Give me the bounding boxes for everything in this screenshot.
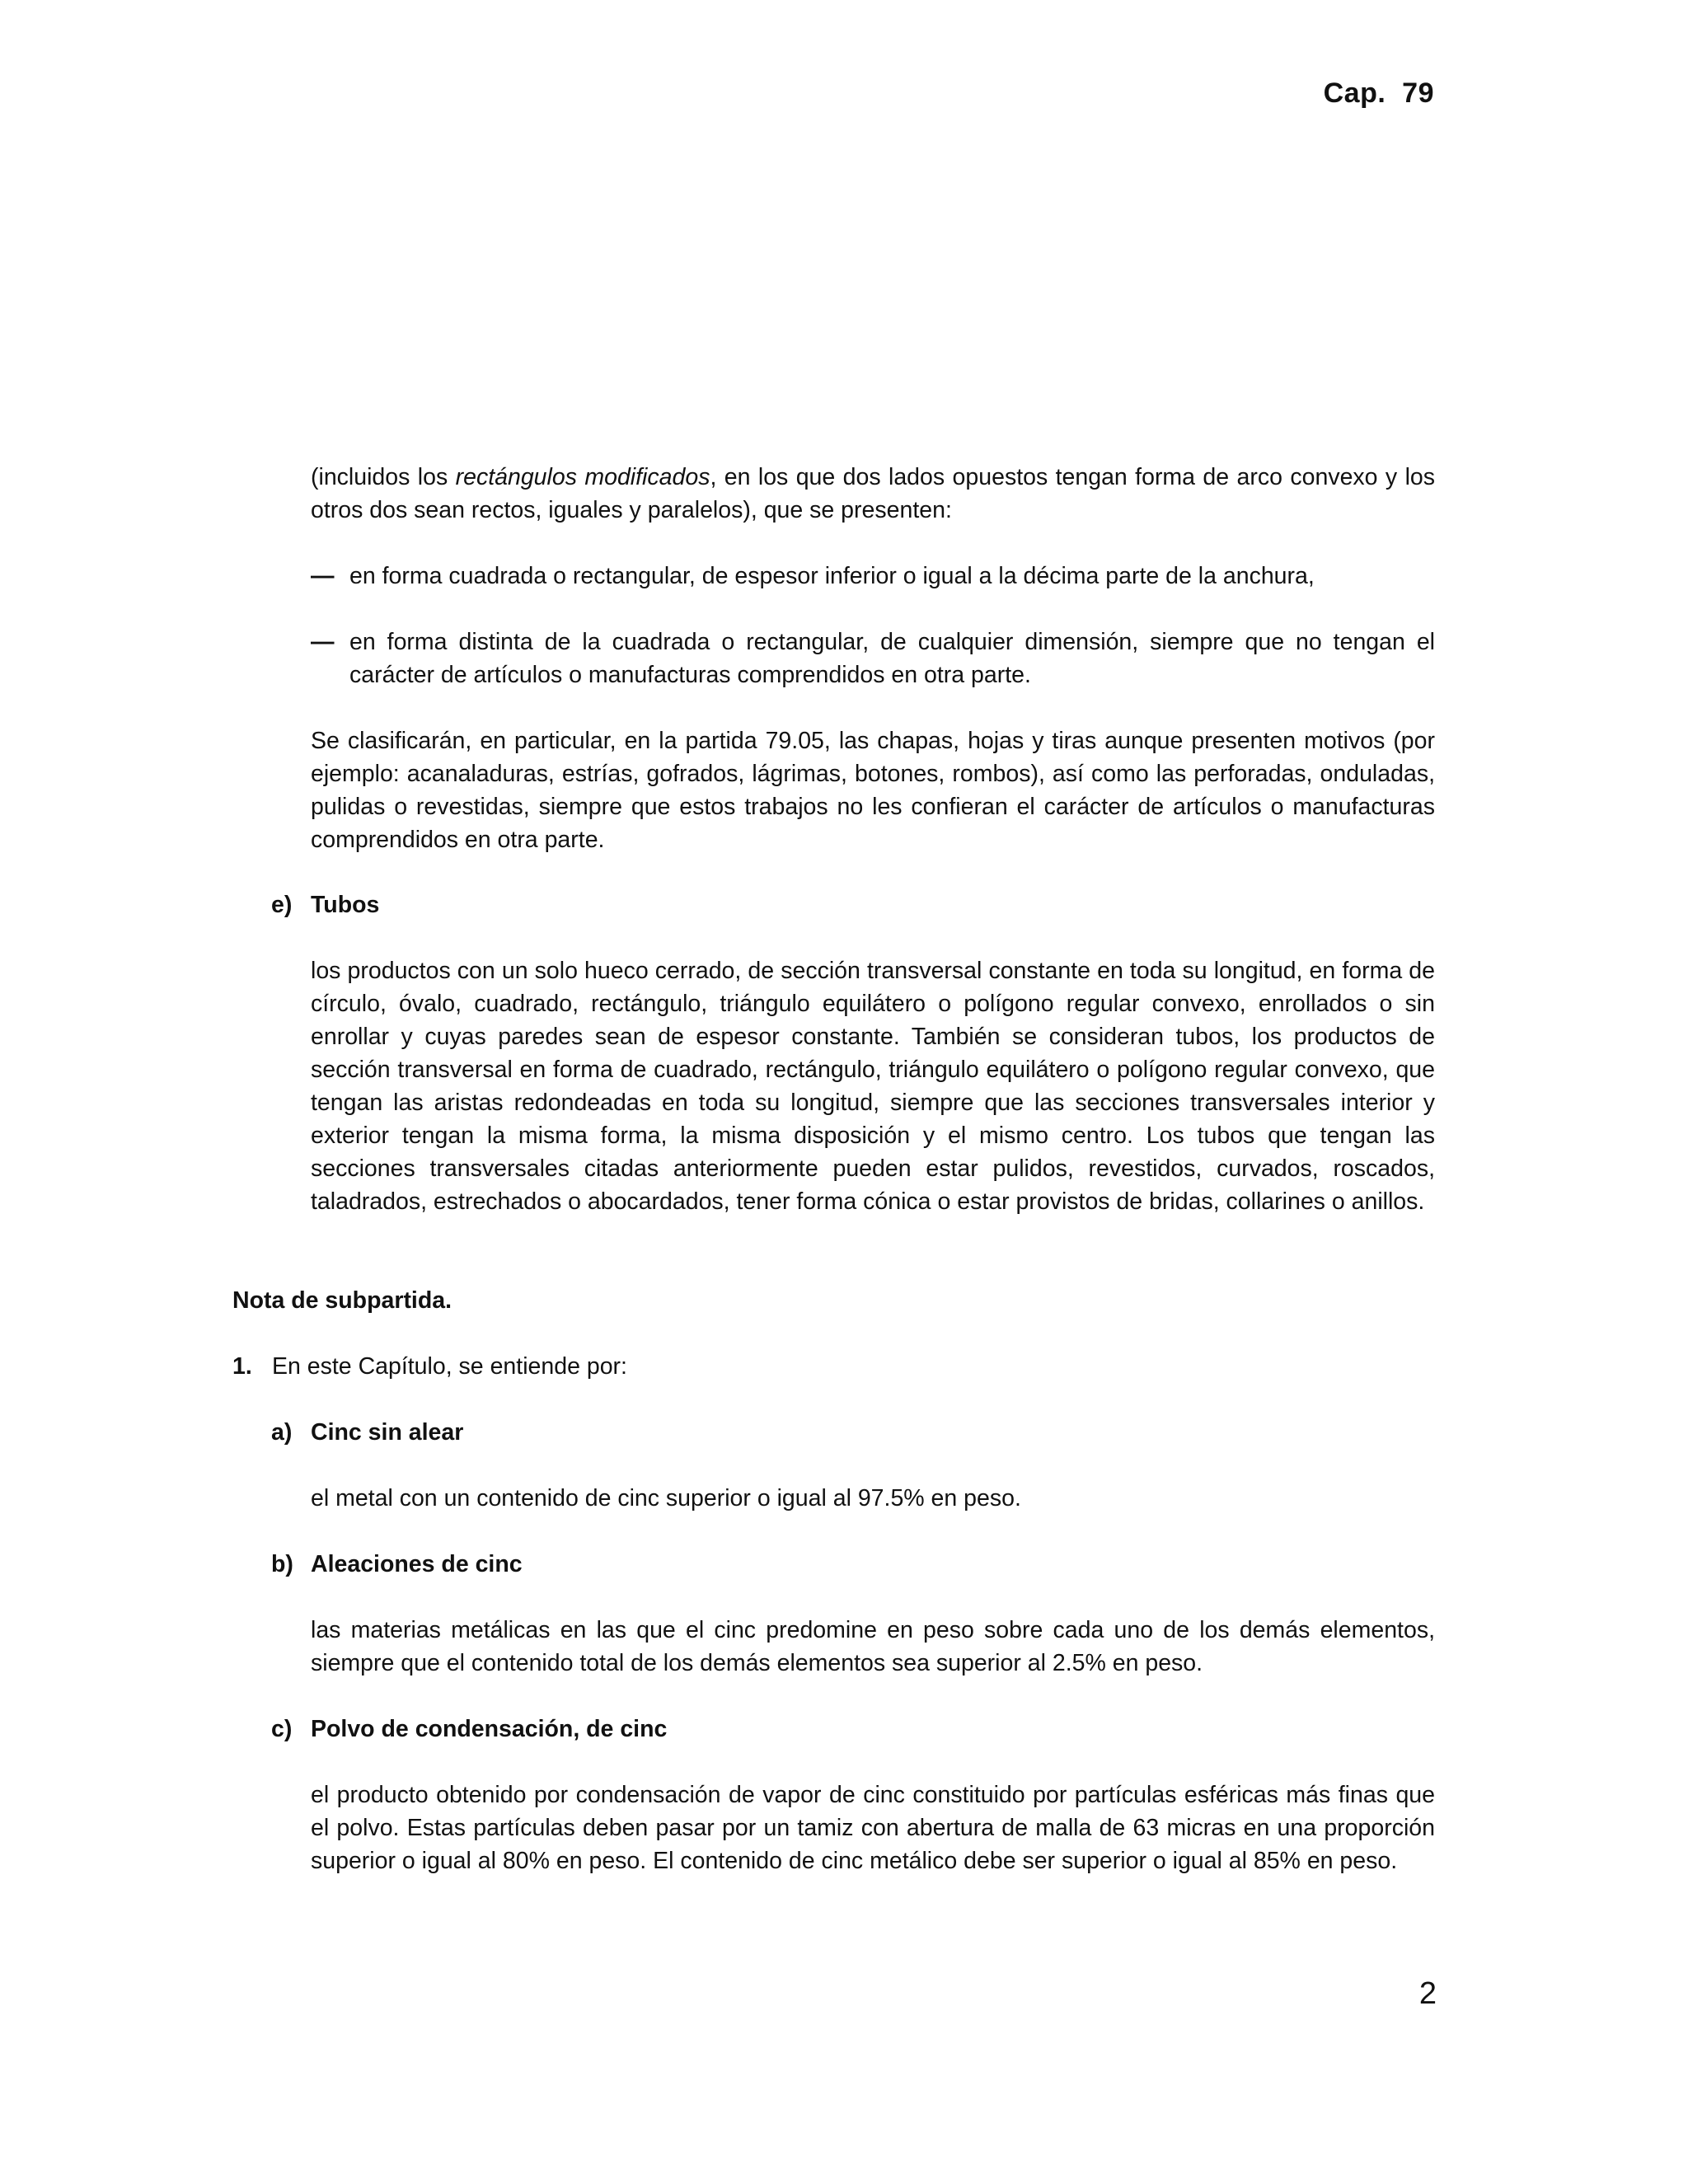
- definition-a-text: el metal con un contenido de cinc superior o igual al 97.5% en peso.: [311, 1485, 1021, 1511]
- intro-text-start: (incluidos los: [311, 464, 456, 490]
- page-number: 2: [1418, 1976, 1437, 2011]
- section-e-label: e): [271, 892, 293, 918]
- definition-c-text: el producto obtenido por condensación de vapor de cinc constituido por partículas esféricas más finas que el polvo. Estas partículas deben pasar por un tamiz con abertura de malla de 63 micras en una proporción superior o igual al 80% en peso. El contenido de cinc metálico debe ser superior o igual al 85% en peso.: [311, 1782, 1435, 1874]
- section-e-text: los productos con un solo hueco cerrado, de sección transversal constante en toda su longitud, en forma de círculo, óvalo, cuadrado, rectángulo, triángulo equilátero o polígono regular convexo, enrollados o sin enrollar y cuyas paredes sean de espesor constante. También se consideran tubos, los productos de sección transversal en forma de cuadrado, rectángulo, triángulo equilátero o polígono regular convexo, que tengan las aristas redondeadas en toda su longitud, siempre que las secciones transversales interior y exterior tengan la misma forma, la misma disposición y el mismo centro. Los tubos que tengan las secciones transversales citadas anteriormente pueden estar pulidos, revestidos, curvados, roscados, taladrados, estrechados o abocardados, tener forma cónica o estar provistos de bridas, collarines o anillos.: [311, 958, 1435, 1215]
- intro-text-end: , en los que dos lados opuestos tengan forma de arco convexo y los otros dos sean rectos, iguales y paralelos), que se presenten:: [311, 464, 1435, 523]
- intro-italic-term: rectángulos modificados: [455, 464, 710, 490]
- definition-c-label: c): [271, 1716, 293, 1742]
- subheading-note-title: Nota de subpartida.: [232, 1287, 452, 1314]
- dash-item-other-shape: [311, 626, 1435, 691]
- dash-bullet: —: [311, 563, 335, 589]
- chapter-header: Cap. 79: [1323, 77, 1434, 109]
- dash-item-text: en forma cuadrada o rectangular, de espesor inferior o igual a la décima parte de la anchura,: [349, 563, 1315, 589]
- note-item-text: En este Capítulo, se entiende por:: [272, 1353, 627, 1380]
- dash-item-text: en forma distinta de la cuadrada o rectangular, de cualquier dimensión, siempre que no tengan el carácter de artículos o manufacturas comprendidos en otra parte.: [349, 629, 1435, 688]
- dash-bullet: —: [311, 629, 335, 655]
- intro-paragraph: [311, 461, 1435, 527]
- section-e-title: Tubos: [311, 892, 380, 918]
- definition-b-label: b): [271, 1551, 293, 1577]
- dash-item-square: [311, 560, 1435, 593]
- definition-b-title: Aleaciones de cinc: [311, 1551, 523, 1577]
- classification-paragraph: Se clasificarán, en particular, en la partida 79.05, las chapas, hojas y tiras aunque presenten motivos (por ejemplo: acanaladuras, estrías, gofrados, lágrimas, botones, rombos), así como las perforadas, onduladas, pulidas o revestidas, siempre que estos trabajos no les confieran el carácter de artículos o manufacturas comprendidos en otra parte.: [311, 728, 1435, 853]
- note-item-number: 1.: [232, 1353, 252, 1380]
- definition-c-title: Polvo de condensación, de cinc: [311, 1716, 668, 1742]
- definition-b-text: las materias metálicas en las que el cinc predomine en peso sobre cada uno de los demás elementos, siempre que el contenido total de los demás elementos sea superior al 2.5% en peso.: [311, 1617, 1435, 1676]
- definition-a-title: Cinc sin alear: [311, 1419, 464, 1446]
- definition-a-label: a): [271, 1419, 293, 1446]
